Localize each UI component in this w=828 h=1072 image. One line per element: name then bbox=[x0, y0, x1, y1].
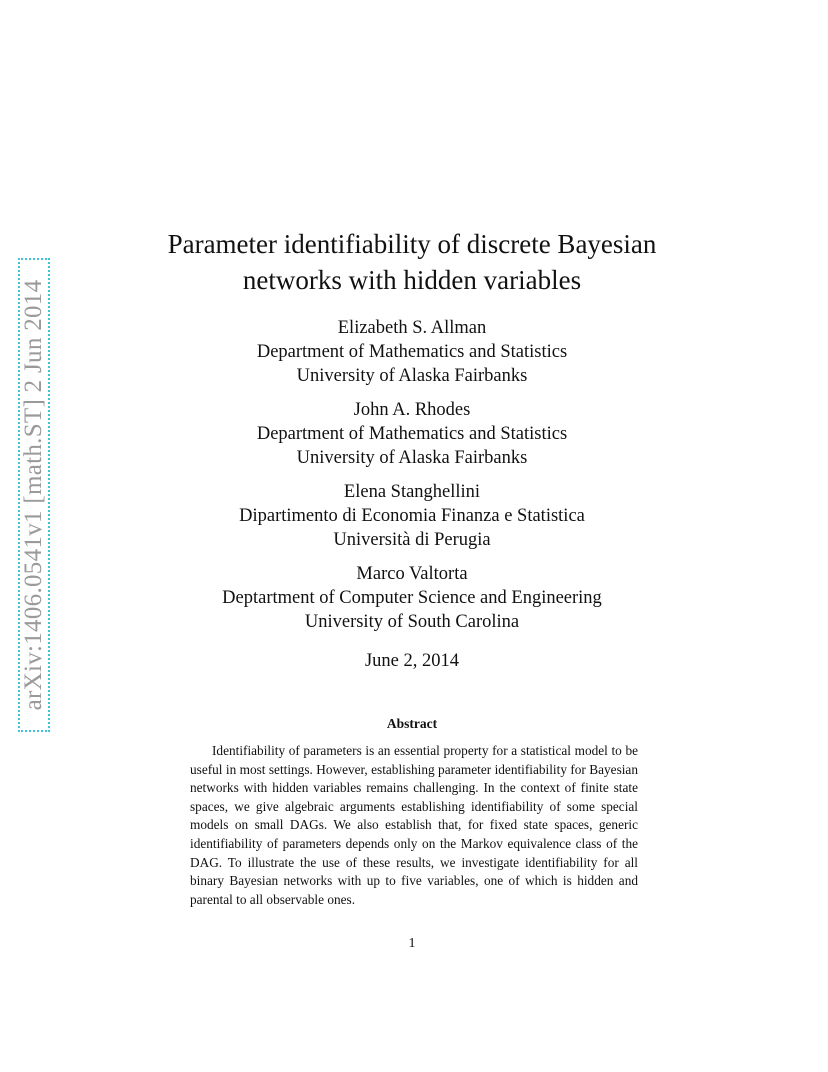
author-name: Elena Stanghellini bbox=[343, 482, 481, 502]
author-department: Dipartimento di Economia Finanza e Statistica bbox=[239, 506, 585, 526]
arxiv-stamp bbox=[18, 258, 50, 732]
author-name: Marco Valtorta bbox=[356, 564, 468, 584]
abstract-text: Identifiability of parameters is an essential property for a statistical model to be useful in most settings. However, establishing parameter identifiability for Bayesian networks with hidden variables remains challenging. In the context of finite state spaces, we give algebraic arguments establishing identifiability of some special models on small DAGs. We also establish that, for fixed state spaces, generic identifiability of parameters depends only on the Markov equivalence class of the DAG. To illustrate the use of these results, we investigate identifiability for all binary Bayesian networks with up to five variables, one of which is hidden and parental to all observable ones. bbox=[190, 743, 638, 907]
author-block bbox=[100, 562, 724, 634]
author-department: Deptartment of Computer Science and Engineering bbox=[222, 588, 602, 608]
author-institution: University of South Carolina bbox=[304, 612, 520, 632]
title-line: Parameter identifiability of discrete Bayesian bbox=[167, 229, 657, 259]
author-name: John A. Rhodes bbox=[353, 400, 471, 420]
publication-date: June 2, 2014 bbox=[364, 651, 460, 671]
author-institution: Università di Perugia bbox=[333, 530, 491, 550]
author-block bbox=[100, 316, 724, 388]
author-block bbox=[100, 480, 724, 552]
author-department: Department of Mathematics and Statistics bbox=[256, 424, 568, 444]
author-department: Department of Mathematics and Statistics bbox=[256, 342, 568, 362]
abstract-heading: Abstract bbox=[386, 716, 438, 731]
author-institution: University of Alaska Fairbanks bbox=[296, 366, 528, 386]
author-list bbox=[100, 316, 724, 644]
paper-title bbox=[100, 226, 724, 298]
author-name: Elizabeth S. Allman bbox=[337, 318, 487, 338]
page-number: 1 bbox=[408, 936, 416, 951]
author-institution: University of Alaska Fairbanks bbox=[296, 448, 528, 468]
author-block bbox=[100, 398, 724, 470]
arxiv-identifier: arXiv:1406.0541v1 [math.ST] 2 Jun 2014 bbox=[20, 279, 47, 711]
title-line: networks with hidden variables bbox=[242, 265, 582, 295]
abstract-body bbox=[190, 742, 638, 909]
